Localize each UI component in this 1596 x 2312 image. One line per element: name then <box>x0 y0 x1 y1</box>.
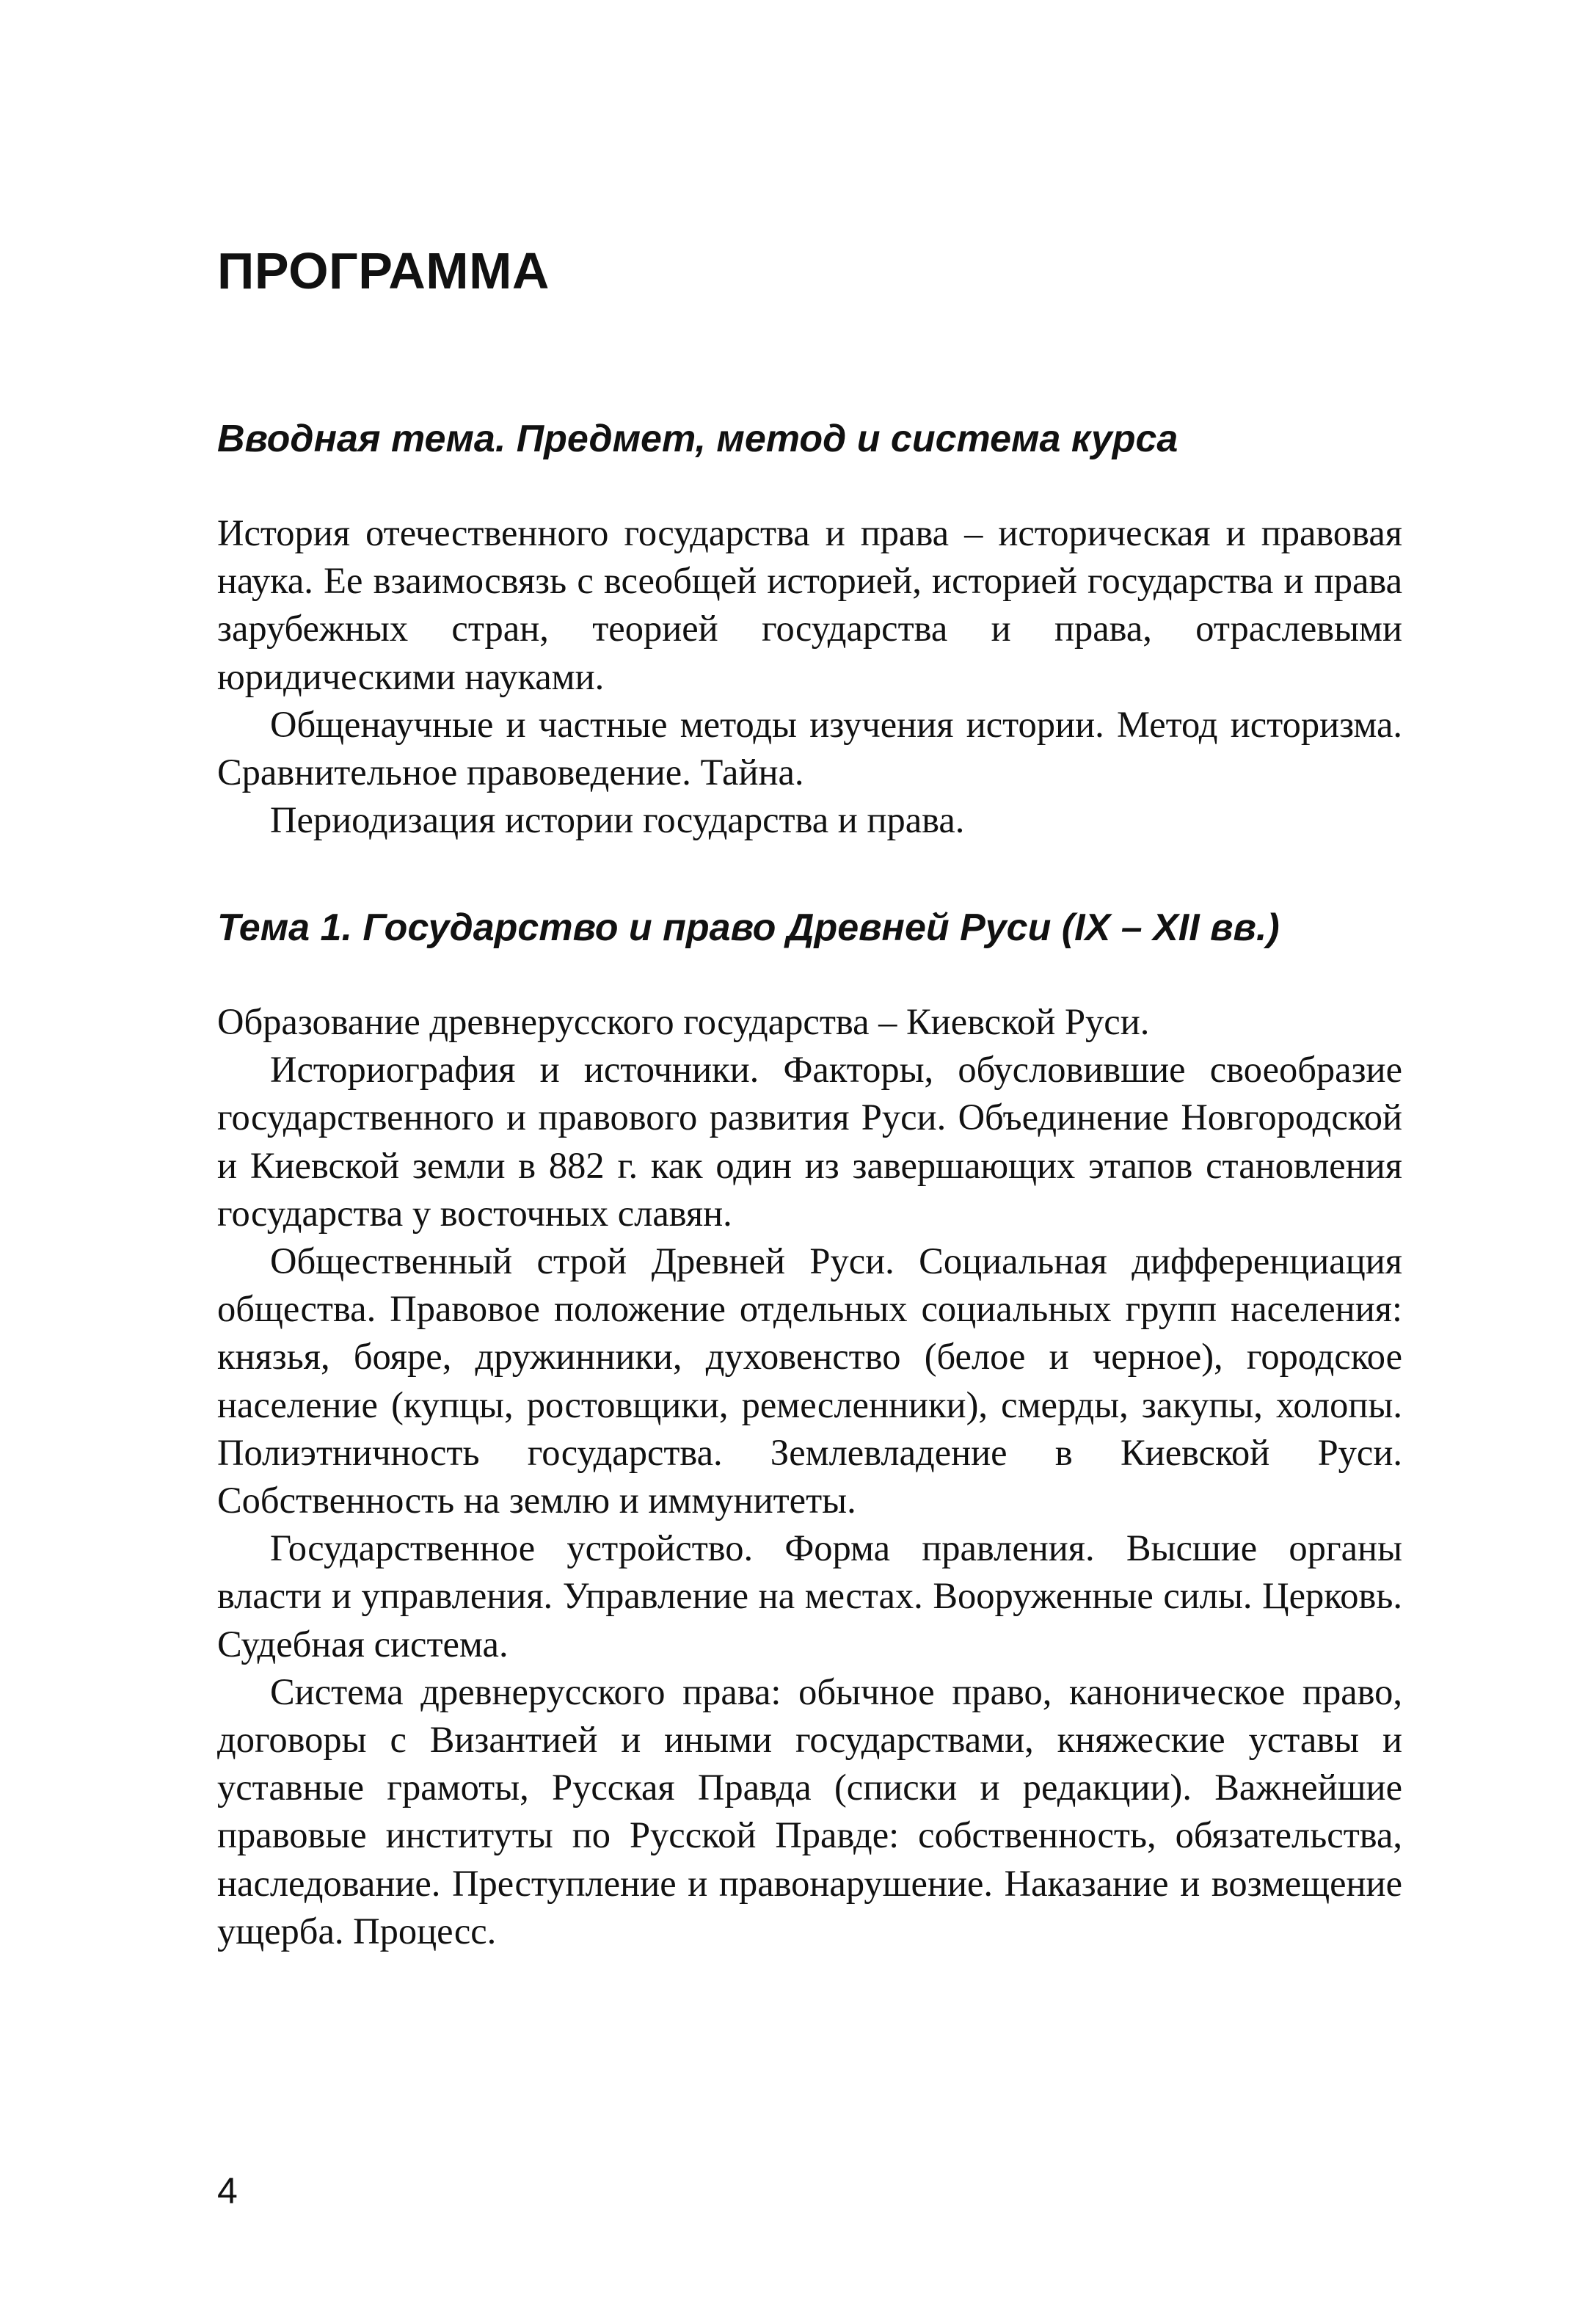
paragraph: Государственное устройство. Форма правления. Высшие органы власти и управления. Управление на местах. Вооруженные силы. Церковь. Судебная система. <box>217 1527 1402 1665</box>
page-title: ПРОГРАММА <box>217 242 550 299</box>
paragraph: Общественный строй Древней Руси. Социальная дифференциация общества. Правовое положение отдельных социальных групп населения: князья, бояре, дружинники, духовенство (белое и черное), городское население (купцы, ростовщики, ремесленники), смерды, закупы, холопы. Полиэтничность государства. Землевладение в Киевской Руси. Собственность на землю и иммунитеты. <box>217 1240 1402 1522</box>
paragraph: Историография и источники. Факторы, обусловившие своеобразие государственного и правового развития Руси. Объединение Новгородской и Киевской земли в 882 г. как один из завершающих этапов становления государства у восточных славян. <box>217 1049 1402 1234</box>
section-body-topic-1 <box>217 998 1402 1955</box>
paragraph: Система древнерусского права: обычное право, каноническое право, договоры с Византией и иными государствами, княжеские уставы и уставные грамоты, Русская Правда (списки и редакции). Важнейшие правовые институты по Русской Правде: собственность, обязательства, наследование. Преступление и правонарушение. Наказание и возмещение ущерба. Процесс. <box>217 1671 1402 1952</box>
section-heading-intro: Вводная тема. Предмет, метод и система курса <box>217 418 1178 460</box>
page-number: 4 <box>217 2170 238 2211</box>
paragraph: История отечественного государства и права – историческая и правовая наука. Ее взаимосвязь с всеобщей историей, историей государства и права зарубежных стран, теорией государства и права, отраслевыми юридическими науками. <box>217 512 1402 697</box>
section-heading-topic-1: Тема 1. Государство и право Древней Руси (IX – XII вв.) <box>217 906 1280 949</box>
paragraph: Образование древнерусского государства – Киевской Руси. <box>217 1001 1150 1042</box>
section-body-intro <box>217 509 1402 844</box>
document-page <box>217 0 1402 2312</box>
paragraph: Периодизация истории государства и права. <box>270 799 965 841</box>
paragraph: Общенаучные и частные методы изучения истории. Метод историзма. Сравнительное правоведение. Тайна. <box>217 703 1402 793</box>
